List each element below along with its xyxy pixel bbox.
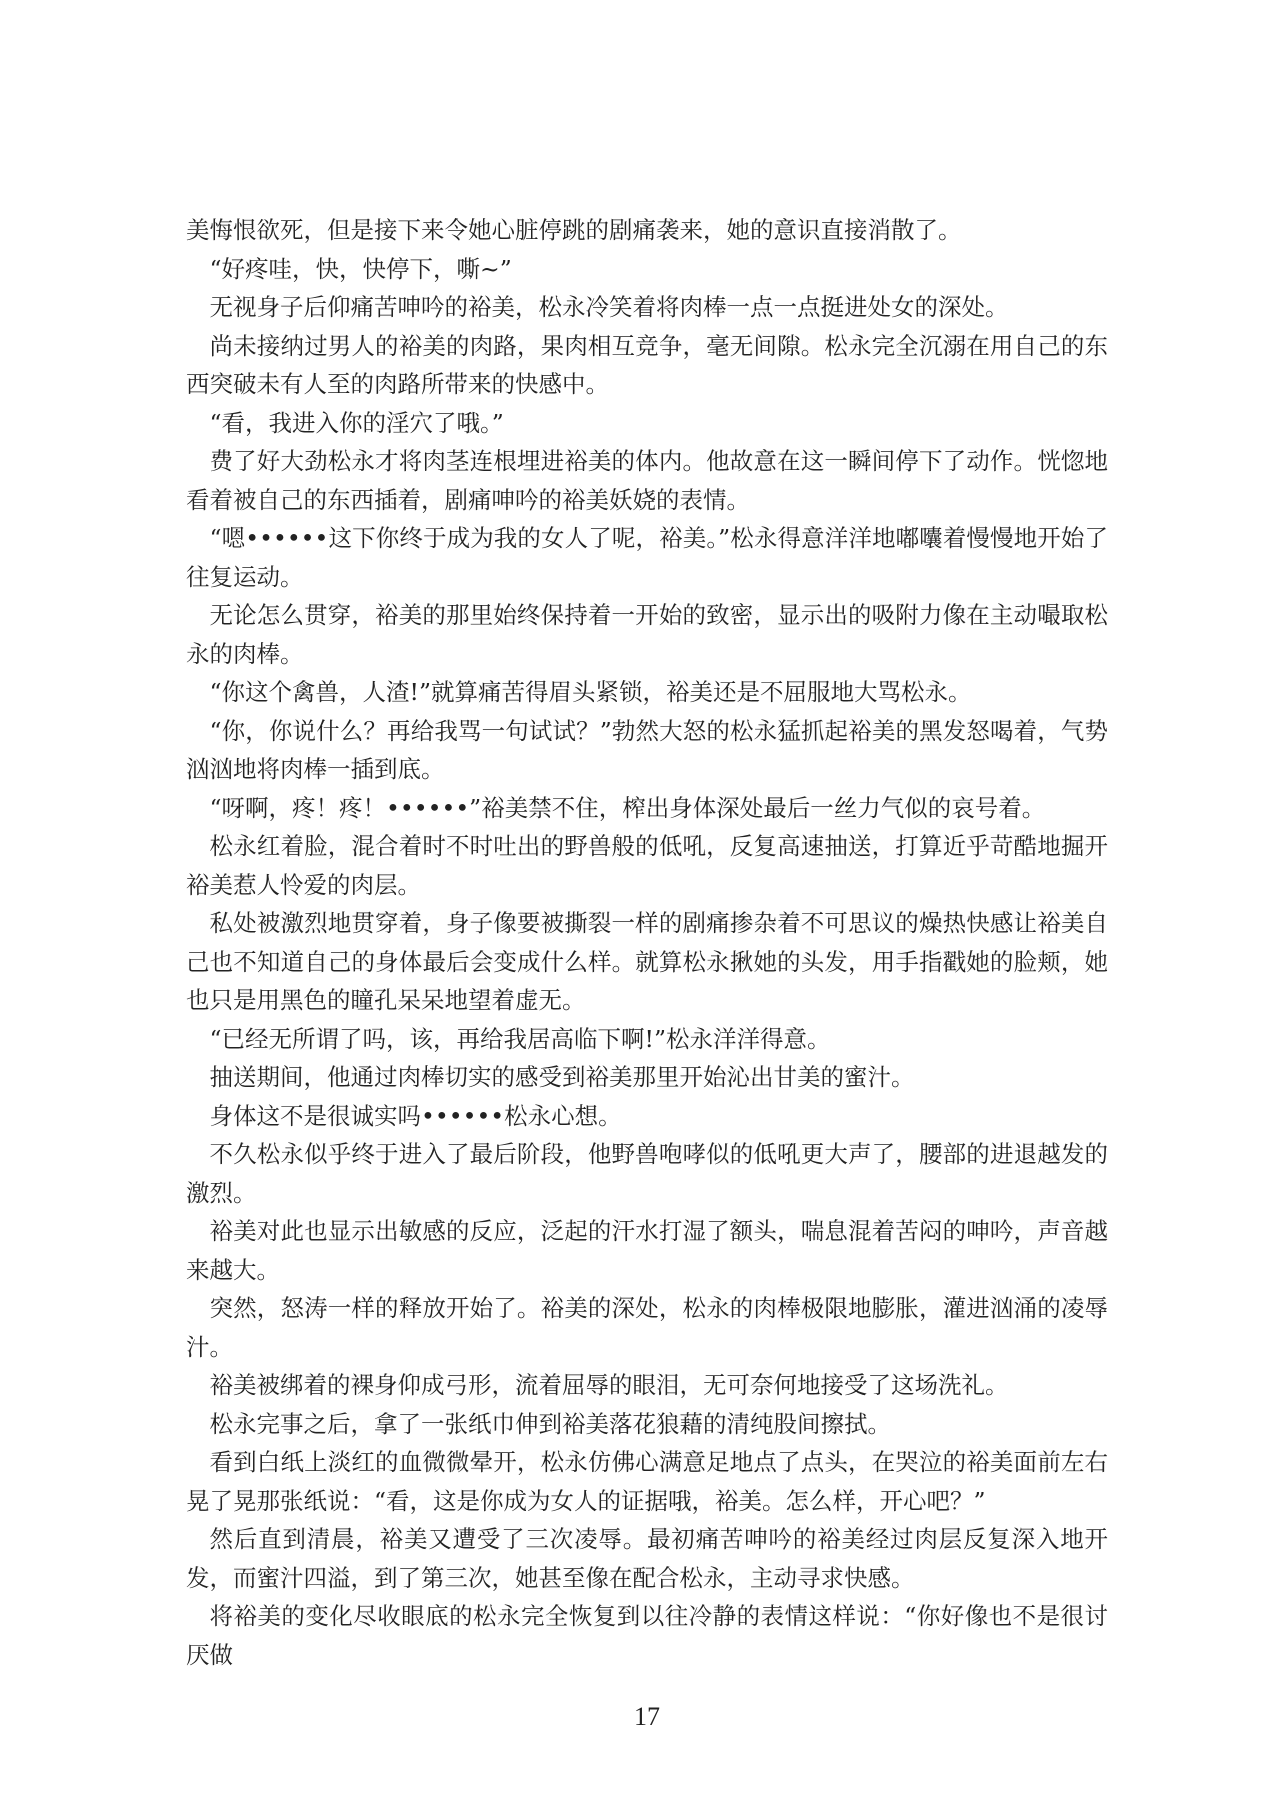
paragraph: 无论怎么贯穿，裕美的那里始终保持着一开始的致密，显示出的吸附力像在主动嘬取松永的肉棒。 (186, 601, 1108, 668)
page-content (186, 211, 1108, 1734)
paragraph: 美悔恨欲死，但是接下来令她心脏停跳的剧痛袭来，她的意识直接消散了。 (186, 216, 962, 244)
paragraph: “呀啊，疼！疼！••••••”裕美禁不住，榨出身体深处最后一丝力气似的哀号着。 (209, 793, 1046, 822)
paragraph: 然后直到清晨，裕美又遭受了三次凌辱。最初痛苦呻吟的裕美经过肉层反复深入地开发，而蜜汁四溢，到了第三次，她甚至像在配合松永，主动寻求快感。 (186, 1525, 1108, 1592)
paragraph: 费了好大劲松永才将肉茎连根埋进裕美的体内。他故意在这一瞬间停下了动作。恍惚地看着被自己的东西插着，剧痛呻吟的裕美妖娆的表情。 (186, 447, 1108, 514)
paragraph: 抽送期间，他通过肉棒切实的感受到裕美那里开始沁出甘美的蜜汁。 (209, 1063, 915, 1091)
paragraph: 无视身子后仰痛苦呻吟的裕美，松永冷笑着将肉棒一点一点挺进处女的深处。 (209, 293, 1009, 321)
paragraph: “看，我进入你的淫穴了哦。” (209, 408, 504, 437)
paragraph: 私处被激烈地贯穿着，身子像要被撕裂一样的剧痛掺杂着不可思议的燥热快感让裕美自己也不知道自己的身体最后会变成什么样。就算松永揪她的头发，用手指戳她的脸颊，她也只是用黑色的瞳孔呆呆地望着虚无。 (186, 909, 1108, 1014)
paragraph: “已经无所谓了吗，该，再给我居高临下啊!”松永洋洋得意。 (209, 1024, 831, 1053)
paragraph: 尚未接纳过男人的裕美的肉路，果肉相互竞争，毫无间隙。松永完全沉溺在用自己的东西突破未有人至的肉路所带来的快感中。 (186, 331, 1108, 398)
body-text (186, 211, 1108, 1674)
paragraph: 裕美被绑着的裸身仰成弓形，流着屈辱的眼泪，无可奈何地接受了这场洗礼。 (209, 1371, 1009, 1399)
paragraph: “你这个禽兽，人渣!”就算痛苦得眉头紧锁，裕美还是不屈服地大骂松永。 (209, 678, 972, 706)
page-number: 17 (634, 1702, 660, 1731)
paragraph: 不久松永似乎终于进入了最后阶段，他野兽咆哮似的低吼更大声了，腰部的进退越发的激烈。 (186, 1140, 1108, 1207)
paragraph: 突然，怒涛一样的释放开始了。裕美的深处，松永的肉棒极限地膨胀，灌进汹涌的凌辱汁。 (186, 1294, 1108, 1361)
paragraph: “嗯••••••这下你终于成为我的女人了呢，裕美。”松永得意洋洋地嘟囔着慢慢地开始了往复运动。 (186, 524, 1108, 591)
paragraph: 裕美对此也显示出敏感的反应，泛起的汗水打湿了额头，喘息混着苦闷的呻吟，声音越来越大。 (186, 1217, 1108, 1284)
paragraph: 松永红着脸，混合着时不时吐出的野兽般的低吼，反复高速抽送，打算近乎苛酷地掘开裕美惹人怜爱的肉层。 (186, 832, 1108, 899)
paragraph: 看到白纸上淡红的血微微晕开，松永仿佛心满意足地点了点头，在哭泣的裕美面前左右晃了晃那张纸说：“看，这是你成为女人的证据哦，裕美。怎么样，开心吧？” (186, 1448, 1108, 1515)
paragraph: “你，你说什么？再给我骂一句试试？”勃然大怒的松永猛抓起裕美的黑发怒喝着，气势汹汹地将肉棒一插到底。 (186, 716, 1108, 783)
paragraph: 身体这不是很诚实吗••••••松永心想。 (209, 1101, 622, 1130)
paragraph: 将裕美的变化尽收眼底的松永完全恢复到以往冷静的表情这样说：“你好像也不是很讨厌做 (186, 1602, 1108, 1669)
paragraph: “好疼哇，快，快停下，嘶~” (209, 254, 512, 283)
paragraph: 松永完事之后，拿了一张纸巾伸到裕美落花狼藉的清纯股间擦拭。 (209, 1409, 891, 1438)
